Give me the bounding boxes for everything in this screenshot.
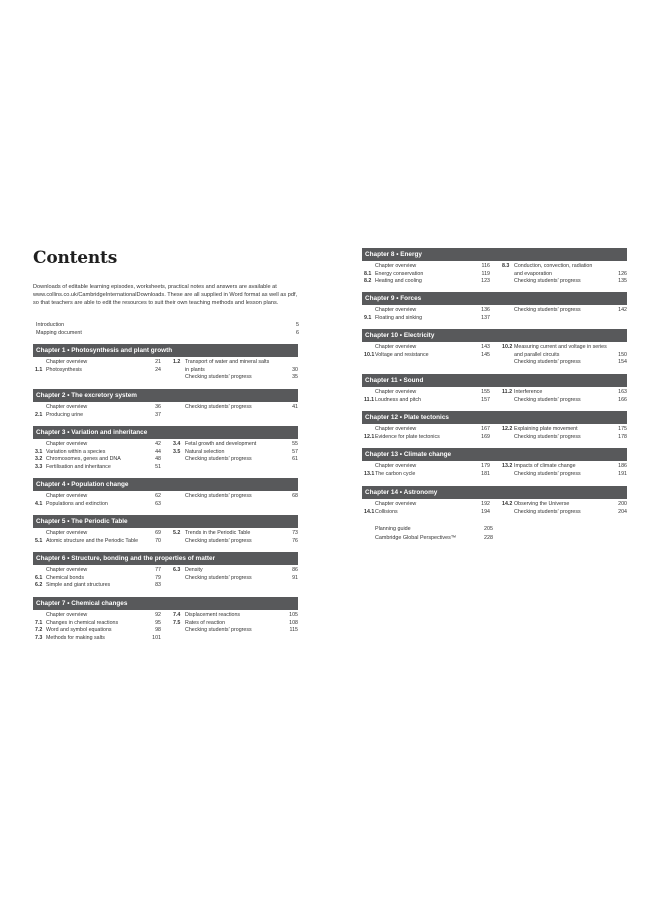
entry-label: Atomic structure and the Periodic Table bbox=[46, 537, 139, 544]
entry-label: Checking students' progress bbox=[514, 433, 581, 440]
entry-label: in plants bbox=[185, 366, 205, 373]
entry-label: Chapter overview bbox=[375, 307, 417, 313]
page-number: 137 bbox=[481, 314, 490, 321]
chapter-section bbox=[33, 597, 298, 644]
page-number: 163 bbox=[618, 389, 627, 395]
page-number: 92 bbox=[155, 612, 161, 618]
section-number: 13.2 bbox=[502, 463, 513, 469]
section-number: 11.1 bbox=[364, 396, 375, 403]
chapter-section bbox=[362, 374, 627, 406]
section-number: 5.1 bbox=[35, 537, 43, 544]
toc-entry[interactable] bbox=[362, 307, 627, 315]
toc-entry[interactable] bbox=[33, 374, 298, 382]
chapter-header[interactable]: Chapter 8 • Energy bbox=[362, 248, 627, 261]
entry-label: Changes in chemical reactions bbox=[46, 619, 119, 626]
page-number: 95 bbox=[155, 619, 161, 626]
entry-label: Chapter overview bbox=[46, 612, 88, 618]
page-number: 136 bbox=[481, 307, 490, 313]
toc-entry[interactable] bbox=[33, 464, 298, 472]
toc-entry[interactable] bbox=[362, 426, 627, 434]
entry-label: Checking students' progress bbox=[185, 456, 252, 462]
chapter-entries bbox=[362, 387, 627, 406]
entry-label: Measuring current and voltage in series bbox=[514, 344, 607, 350]
toc-entry[interactable] bbox=[362, 463, 627, 471]
section-number: 7.1 bbox=[35, 619, 43, 626]
page-number: 61 bbox=[292, 456, 298, 462]
chapter-header[interactable]: Chapter 1 • Photosynthesis and plant growth bbox=[33, 344, 298, 357]
section-number: 8.3 bbox=[502, 263, 510, 269]
entry-label: Variation within a species bbox=[46, 448, 106, 455]
entry-label: Chapter overview bbox=[375, 263, 417, 269]
page-number: 83 bbox=[155, 582, 161, 588]
entry-label: The carbon cycle bbox=[375, 470, 416, 477]
page-number: 30 bbox=[292, 366, 298, 373]
section-number: 8.1 bbox=[364, 270, 372, 277]
page-title: Contents bbox=[33, 248, 118, 268]
entry-label: Energy conservation bbox=[375, 270, 424, 277]
chapter-section bbox=[33, 426, 298, 473]
toc-front-entry[interactable] bbox=[33, 330, 299, 338]
entry-label: Rates of reaction bbox=[185, 619, 226, 626]
page-number: 169 bbox=[481, 433, 490, 440]
page-number: 41 bbox=[292, 404, 298, 410]
entry-label: Photosynthesis bbox=[46, 366, 82, 373]
page-number: 228 bbox=[484, 535, 493, 541]
page-number: 37 bbox=[155, 411, 161, 418]
entry-label: Checking students' progress bbox=[185, 627, 252, 633]
entry-label: Fertilisation and inheritance bbox=[46, 463, 111, 470]
entry-label: Word and symbol equations bbox=[46, 627, 112, 633]
toc-entry[interactable] bbox=[362, 278, 627, 286]
page-number: 142 bbox=[618, 307, 627, 313]
chapter-header[interactable]: Chapter 10 • Electricity bbox=[362, 329, 627, 342]
page-number: 178 bbox=[618, 433, 627, 440]
page-number: 70 bbox=[155, 537, 161, 544]
entry-label: Evidence for plate tectonics bbox=[375, 433, 440, 440]
entry-label: Voltage and resistance bbox=[375, 351, 429, 358]
toc-entry[interactable] bbox=[33, 530, 298, 538]
entry-label: Producing urine bbox=[46, 411, 84, 418]
entry-label: Chapter overview bbox=[375, 344, 417, 350]
chapter-header[interactable]: Chapter 4 • Population change bbox=[33, 478, 298, 491]
entry-label: Checking students' progress bbox=[514, 396, 581, 403]
back-matter-list bbox=[362, 526, 493, 544]
entry-label: Introduction bbox=[36, 322, 65, 328]
chapter-header[interactable]: Chapter 3 • Variation and inheritance bbox=[33, 426, 298, 439]
toc-entry[interactable] bbox=[33, 538, 298, 546]
section-number: 12.1 bbox=[364, 433, 375, 440]
toc-entry[interactable] bbox=[33, 501, 298, 509]
page-number: 36 bbox=[155, 404, 161, 410]
page-number: 154 bbox=[618, 359, 627, 365]
page-number: 157 bbox=[481, 396, 490, 403]
section-number: 11.2 bbox=[502, 389, 513, 395]
entry-label: Chapter overview bbox=[46, 441, 88, 447]
entry-label: Checking students' progress bbox=[185, 574, 252, 581]
toc-entry[interactable] bbox=[33, 567, 298, 575]
chapter-section bbox=[33, 344, 298, 384]
entry-label: Heating and cooling bbox=[375, 278, 422, 284]
page-number: 24 bbox=[155, 366, 161, 373]
toc-entry[interactable] bbox=[362, 352, 627, 360]
page-number: 76 bbox=[292, 537, 298, 544]
chapter-entries bbox=[362, 424, 627, 443]
entry-label: Chapter overview bbox=[46, 567, 88, 573]
toc-entry[interactable] bbox=[33, 367, 298, 375]
page-number: 123 bbox=[481, 278, 490, 284]
chapter-header[interactable]: Chapter 14 • Astronomy bbox=[362, 486, 627, 499]
chapter-header[interactable]: Chapter 12 • Plate tectonics bbox=[362, 411, 627, 424]
section-number: 1.2 bbox=[173, 359, 181, 365]
chapter-entries bbox=[33, 491, 298, 510]
page-number: 48 bbox=[155, 456, 161, 462]
chapter-section bbox=[362, 329, 627, 369]
entry-label: Chapter overview bbox=[46, 493, 88, 499]
chapter-header[interactable]: Chapter 9 • Forces bbox=[362, 292, 627, 305]
chapter-entries bbox=[362, 499, 627, 518]
page-number: 57 bbox=[292, 448, 298, 455]
entry-label: Checking students' progress bbox=[185, 537, 252, 544]
page-number: 166 bbox=[618, 396, 627, 403]
chapter-entries bbox=[33, 402, 298, 421]
entry-label: Populations and extinction bbox=[46, 500, 108, 507]
toc-entry[interactable] bbox=[33, 404, 298, 412]
toc-entry[interactable] bbox=[33, 582, 298, 590]
toc-entry[interactable] bbox=[362, 389, 627, 397]
page-number: 143 bbox=[481, 344, 490, 350]
entry-label: Chapter overview bbox=[375, 426, 417, 432]
page-number: 194 bbox=[481, 508, 490, 515]
entry-label: Natural selection bbox=[185, 448, 225, 455]
page-number: 116 bbox=[481, 263, 490, 269]
chapter-header[interactable]: Chapter 13 • Climate change bbox=[362, 448, 627, 461]
page-number: 167 bbox=[481, 426, 490, 432]
section-number: 6.3 bbox=[173, 567, 181, 573]
page-number: 200 bbox=[618, 501, 627, 507]
toc-entry[interactable] bbox=[362, 315, 627, 323]
entry-label: and parallel circuits bbox=[514, 351, 560, 358]
section-number: 3.1 bbox=[35, 448, 43, 455]
chapter-section bbox=[362, 248, 627, 288]
toc-entry[interactable] bbox=[33, 575, 298, 583]
section-number: 9.1 bbox=[364, 314, 372, 321]
entry-label: Displacement reactions bbox=[185, 612, 241, 618]
page-number: 6 bbox=[296, 330, 299, 336]
entry-label: Floating and sinking bbox=[375, 314, 423, 321]
entry-label: Chapter overview bbox=[46, 530, 88, 536]
section-number: 5.2 bbox=[173, 530, 181, 536]
chapter-header[interactable]: Chapter 5 • The Periodic Table bbox=[33, 515, 298, 528]
page-number: 69 bbox=[155, 530, 161, 536]
entry-label: Chapter overview bbox=[46, 404, 88, 410]
entry-label: Transport of water and mineral salts bbox=[185, 359, 270, 365]
chapter-section bbox=[362, 411, 627, 443]
toc-entry[interactable] bbox=[362, 271, 627, 279]
toc-entry[interactable] bbox=[33, 456, 298, 464]
section-number: 6.2 bbox=[35, 582, 43, 588]
page-number: 21 bbox=[155, 359, 161, 365]
page-number: 73 bbox=[292, 530, 298, 536]
page-number: 35 bbox=[292, 374, 298, 380]
chapter-header[interactable]: Chapter 2 • The excretory system bbox=[33, 389, 298, 402]
entry-label: Density bbox=[185, 567, 203, 573]
toc-entry[interactable] bbox=[33, 627, 298, 635]
chapter-section bbox=[33, 478, 298, 510]
toc-entry[interactable] bbox=[33, 493, 298, 501]
chapter-entries bbox=[362, 261, 627, 288]
toc-entry[interactable] bbox=[362, 359, 627, 367]
page-number: 62 bbox=[155, 493, 161, 499]
toc-entry[interactable] bbox=[33, 359, 298, 367]
page-number: 98 bbox=[155, 627, 161, 633]
toc-entry[interactable] bbox=[33, 441, 298, 449]
page-number: 5 bbox=[296, 322, 299, 328]
entry-label: Checking students' progress bbox=[185, 493, 252, 499]
page-number: 175 bbox=[618, 426, 627, 432]
entry-label: Explaining plate movement bbox=[514, 426, 578, 432]
chapter-entries bbox=[33, 439, 298, 473]
page-number: 63 bbox=[155, 500, 161, 507]
section-number: 8.2 bbox=[364, 278, 372, 284]
toc-back-entry[interactable] bbox=[362, 535, 493, 544]
section-number: 13.1 bbox=[364, 470, 375, 477]
entry-label: Checking students' progress bbox=[185, 404, 252, 410]
entry-label: Observing the Universe bbox=[514, 501, 570, 507]
entry-label: Loudness and pitch bbox=[375, 396, 421, 403]
chapter-section bbox=[33, 515, 298, 547]
entry-label: Chapter overview bbox=[375, 389, 417, 395]
entry-label: Checking students' progress bbox=[514, 307, 581, 313]
entry-label: Trends in the Periodic Table bbox=[185, 530, 251, 536]
toc-entry[interactable] bbox=[362, 344, 627, 352]
page-number: 101 bbox=[152, 634, 161, 641]
page-number: 150 bbox=[618, 351, 627, 358]
chapter-header[interactable]: Chapter 6 • Structure, bonding and the properties of matter bbox=[33, 552, 298, 565]
section-number: 3.3 bbox=[35, 463, 43, 470]
section-number: 10.2 bbox=[502, 344, 513, 350]
page-number: 155 bbox=[481, 389, 490, 395]
entry-label: Fetal growth and development bbox=[185, 441, 257, 447]
entry-label: Chapter overview bbox=[46, 359, 88, 365]
chapter-entries bbox=[362, 342, 627, 369]
page-number: 51 bbox=[155, 463, 161, 470]
chapter-entries bbox=[362, 461, 627, 480]
chapter-entries bbox=[33, 610, 298, 644]
section-number: 3.4 bbox=[173, 441, 181, 447]
entry-label: Impacts of climate change bbox=[514, 463, 576, 469]
entry-label: Collisions bbox=[375, 508, 398, 515]
entry-label: Chapter overview bbox=[375, 463, 417, 469]
page-number: 44 bbox=[155, 448, 161, 455]
section-number: 1.1 bbox=[35, 366, 43, 373]
entry-label: Chemical bonds bbox=[46, 574, 84, 581]
entry-label: Interference bbox=[514, 389, 543, 395]
page-number: 115 bbox=[289, 627, 298, 633]
chapter-section bbox=[362, 448, 627, 480]
page-number: 91 bbox=[292, 574, 298, 581]
section-number: 14.1 bbox=[364, 508, 375, 515]
page-number: 204 bbox=[618, 508, 627, 515]
entry-label: Checking students' progress bbox=[514, 508, 581, 515]
page-number: 126 bbox=[618, 270, 627, 277]
section-number: 7.5 bbox=[173, 619, 181, 626]
entry-label: and evaporation bbox=[514, 270, 552, 277]
entry-label: Simple and giant structures bbox=[46, 582, 111, 588]
section-number: 10.1 bbox=[364, 351, 375, 358]
toc-entry[interactable] bbox=[362, 509, 627, 517]
toc-entry[interactable] bbox=[33, 635, 298, 643]
page-number: 192 bbox=[481, 501, 490, 507]
entry-label: Mapping document bbox=[36, 330, 82, 336]
toc-front-entry[interactable] bbox=[33, 322, 299, 330]
entry-label: Methods for making salts bbox=[46, 634, 105, 641]
section-number: 12.2 bbox=[502, 426, 513, 432]
section-number: 7.3 bbox=[35, 634, 43, 641]
section-number: 3.5 bbox=[173, 448, 181, 455]
page-number: 181 bbox=[481, 470, 490, 477]
page-number: 79 bbox=[155, 574, 161, 581]
chapter-entries bbox=[33, 565, 298, 592]
section-number: 6.1 bbox=[35, 574, 43, 581]
section-number: 7.4 bbox=[173, 612, 181, 618]
page-number: 145 bbox=[481, 351, 490, 358]
page-number: 191 bbox=[618, 470, 627, 477]
toc-entry[interactable] bbox=[362, 434, 627, 442]
intro-paragraph: Downloads of editable learning episodes, worksheets, practical notes and answers are available at www.collins.co.uk/CambridgeInternationalDownloads. These are all supplied in Word format as well as pdf, so that teachers are able to edit the resources to suit their own teaching methods and lesson plans. bbox=[33, 284, 298, 307]
toc-entry[interactable] bbox=[33, 620, 298, 628]
entry-label: Conduction, convection, radiation bbox=[514, 263, 593, 269]
page-number: 77 bbox=[155, 567, 161, 573]
chapter-section bbox=[362, 292, 627, 324]
section-number: 3.2 bbox=[35, 456, 43, 462]
page-number: 68 bbox=[292, 493, 298, 499]
toc-entry[interactable] bbox=[33, 612, 298, 620]
chapter-section bbox=[33, 389, 298, 421]
page-number: 105 bbox=[289, 612, 298, 618]
page-number: 42 bbox=[155, 441, 161, 447]
chapter-entries bbox=[362, 305, 627, 324]
toc-entry[interactable] bbox=[362, 397, 627, 405]
page-number: 119 bbox=[481, 270, 490, 277]
page-number: 86 bbox=[292, 567, 298, 573]
section-number: 2.1 bbox=[35, 411, 43, 418]
toc-entry[interactable] bbox=[362, 471, 627, 479]
chapter-entries bbox=[33, 357, 298, 384]
toc-entry[interactable] bbox=[33, 449, 298, 457]
toc-back-entry[interactable] bbox=[362, 526, 493, 535]
page-number: 186 bbox=[618, 463, 627, 469]
chapter-entries bbox=[33, 528, 298, 547]
entry-label: Checking students' progress bbox=[514, 470, 581, 477]
entry-label: Cambridge Global Perspectives™ bbox=[375, 535, 457, 541]
entry-label: Chapter overview bbox=[375, 501, 417, 507]
entry-label: Checking students' progress bbox=[185, 374, 252, 380]
page-number: 179 bbox=[481, 463, 490, 469]
entry-label: Checking students' progress bbox=[514, 278, 581, 284]
section-number: 14.2 bbox=[502, 501, 513, 507]
page-number: 205 bbox=[484, 526, 493, 532]
chapter-section bbox=[33, 552, 298, 592]
toc-entry[interactable] bbox=[33, 412, 298, 420]
chapter-header[interactable]: Chapter 11 • Sound bbox=[362, 374, 627, 387]
page-number: 55 bbox=[292, 441, 298, 447]
section-number: 4.1 bbox=[35, 500, 43, 507]
toc-entry[interactable] bbox=[362, 501, 627, 509]
toc-entry[interactable] bbox=[362, 263, 627, 271]
page-number: 135 bbox=[618, 278, 627, 284]
page-number: 108 bbox=[289, 619, 298, 626]
entry-label: Chromosomes, genes and DNA bbox=[46, 456, 121, 462]
section-number: 7.2 bbox=[35, 627, 43, 633]
chapter-header[interactable]: Chapter 7 • Chemical changes bbox=[33, 597, 298, 610]
front-matter-list bbox=[33, 322, 299, 338]
entry-label: Checking students' progress bbox=[514, 359, 581, 365]
chapter-section bbox=[362, 486, 627, 518]
entry-label: Planning guide bbox=[375, 526, 411, 532]
